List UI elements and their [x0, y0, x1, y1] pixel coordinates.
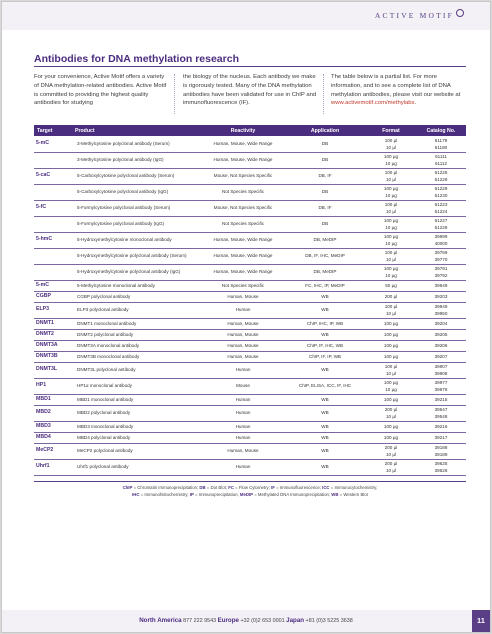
cell-application: WB — [284, 421, 366, 432]
format-value: 10 µg — [385, 241, 397, 246]
legend-abbreviation: ChIP — [122, 485, 133, 490]
cell-target: MeCP2 — [34, 443, 72, 459]
catalog-value: 39649 — [434, 282, 448, 288]
format-value: 100 µg — [383, 396, 399, 402]
cell-format — [366, 394, 416, 405]
catalog-value: 61179 — [434, 137, 448, 143]
cell-reactivity: Human, Mouse, Wide Range — [202, 136, 284, 152]
table-row — [34, 340, 466, 351]
format-value: 100 µg — [383, 217, 399, 223]
column-separator — [323, 74, 324, 114]
format-value: 10 µg — [385, 193, 397, 198]
legend-abbreviation: WB — [331, 492, 339, 497]
catalog-value: 39999 — [434, 233, 448, 239]
format-value: 10 µl — [385, 371, 397, 376]
table-row — [34, 232, 466, 248]
table-row — [34, 302, 466, 318]
cell-catalog — [416, 232, 466, 248]
cell-application: WB — [284, 394, 366, 405]
table-row — [34, 421, 466, 432]
format-value: 10 µg — [385, 273, 397, 278]
cell-target: 5-mC — [34, 136, 72, 152]
cell-application: WB — [284, 329, 366, 340]
cell-reactivity: Mouse — [202, 378, 284, 394]
abbreviation-legend-line-1: ChIP = Chromatin Immunoprecipitation; DB = Dot Blot; FC = Flow Cytometry; IF = Immunofluorescence; ICC = Immunocytochemistry; — [122, 485, 378, 490]
legend-definition: Flow Cytometry; — [238, 485, 270, 490]
cell-application: WB — [284, 443, 366, 459]
format-value: 10 µl — [385, 468, 397, 473]
legend-abbreviation: IP — [189, 492, 194, 497]
format-value: 10 µl — [385, 144, 397, 150]
cell-reactivity: Human, Mouse, Wide Range — [202, 152, 284, 168]
cell-product: MBD2 polyclonal antibody — [72, 405, 202, 421]
cell-reactivity: Human — [202, 432, 284, 443]
cell-product: HP1α monoclonal antibody — [72, 378, 202, 394]
cell-application: WB — [284, 405, 366, 421]
table-row — [34, 378, 466, 394]
column-header-format: Format — [366, 125, 416, 136]
abbreviation-legend-line-2: IHC = Immunohistochemistry; IP = Immunoprecipitation; MeDIP = Methylated DNA Immunoprecipitation; WB = Western Blot — [132, 492, 368, 497]
contact-region: Japan — [286, 617, 305, 624]
cell-catalog — [416, 280, 466, 291]
methylabs-link[interactable]: www.activemotif.com/methylabs — [331, 100, 415, 107]
table-row — [34, 280, 466, 291]
cell-reactivity: Human, Mouse, Wide Range — [202, 248, 284, 264]
format-value: 10 µg — [385, 387, 397, 392]
cell-catalog — [416, 136, 466, 152]
page — [1, 1, 491, 633]
catalog-value: 61111 — [435, 153, 447, 159]
intro-paragraph-2: the biology of the nucleus. Each antibody we make is rigorously tested. Many of the DNA methylation antibodies have been validated for use in ChIP and immunofluorescence (IF). — [183, 74, 317, 107]
catalog-value: 39206 — [434, 342, 448, 348]
catalog-value: 39626 — [434, 468, 448, 473]
cell-format — [366, 459, 416, 475]
cell-reactivity: Human — [202, 362, 284, 378]
legend-abbreviation: DB — [199, 485, 206, 490]
cell-product: DNMT3B monoclonal antibody — [72, 351, 202, 362]
cell-reactivity: Human, Mouse — [202, 329, 284, 340]
column-header-target: Target — [34, 125, 72, 136]
table-row — [34, 200, 466, 216]
contact-phone[interactable]: +32 (0)2 653 0001 — [240, 618, 285, 624]
cell-application: WB — [284, 432, 366, 443]
cell-product: CGBP polyclonal antibody — [72, 291, 202, 302]
format-value: 200 µl — [384, 444, 398, 450]
contact-info — [2, 617, 490, 624]
cell-reactivity: Human — [202, 302, 284, 318]
legend-definition: Immunofluorescence; — [279, 485, 321, 490]
intro-paragraph-1: For your convenience, Active Motif offers a variety of DNA methylation-related antibodies. Active Motif is committed to providing the highest quality antibodies for studying — [34, 74, 167, 107]
legend-divider — [34, 481, 466, 482]
cell-application: WB — [284, 302, 366, 318]
legend-definition: Immunocytochemistry; — [334, 485, 378, 490]
antibody-table — [34, 125, 466, 476]
catalog-value: 61226 — [434, 177, 448, 182]
format-value: 100 µg — [383, 265, 399, 271]
catalog-value: 39769 — [434, 249, 448, 255]
catalog-value: 61112 — [434, 161, 448, 166]
cell-application: DB, IF — [284, 168, 366, 184]
cell-product: 5-Hydroxymethylcytosine polyclonal antibody (Serum) — [72, 248, 202, 264]
cell-format — [366, 168, 416, 184]
cell-catalog — [416, 432, 466, 443]
cell-reactivity: Human — [202, 394, 284, 405]
cell-catalog — [416, 362, 466, 378]
cell-target: DNMT3L — [34, 362, 72, 378]
cell-reactivity: Human, Mouse, Wide Range — [202, 232, 284, 248]
cell-reactivity: Human, Mouse — [202, 351, 284, 362]
legend-definition: Dot Blot; — [210, 485, 227, 490]
cell-product: DNMT1 monoclonal antibody — [72, 318, 202, 329]
format-value: 100 µg — [383, 320, 399, 326]
intro-paragraph-3: The table below is a partial list. For more information, and to see a complete list of DNA methylation antibodies, please visit our website at www.activemotif.com/methylabs. — [331, 74, 461, 107]
catalog-value: 39216 — [434, 423, 448, 429]
cell-target — [34, 152, 72, 168]
cell-product: 5-Formylcytosine polyclonal antibody (Serum) — [72, 200, 202, 216]
cell-application: ChIP, IHC, IP, WB — [284, 318, 366, 329]
catalog-value: 39949 — [434, 303, 448, 309]
cell-target: DNMT1 — [34, 318, 72, 329]
cell-catalog — [416, 168, 466, 184]
cell-reactivity: Human, Mouse, Wide Range — [202, 264, 284, 280]
format-value: 100 µg — [383, 185, 399, 191]
table-row — [34, 394, 466, 405]
cell-catalog — [416, 351, 466, 362]
cell-reactivity: Human, Mouse — [202, 443, 284, 459]
catalog-value: 39548 — [434, 414, 448, 419]
title-divider — [34, 66, 466, 67]
cell-target — [34, 264, 72, 280]
cell-format — [366, 351, 416, 362]
cell-product: MBD1 monoclonal antibody — [72, 394, 202, 405]
catalog-value: 39189 — [434, 452, 448, 457]
cell-catalog — [416, 318, 466, 329]
column-header-catalog: Catalog No. — [416, 125, 466, 136]
cell-product: Uhrf1 polyclonal antibody — [72, 459, 202, 475]
catalog-value: 39791 — [434, 265, 448, 271]
cell-reactivity: Mouse, Not Species Specific — [202, 200, 284, 216]
format-value: 10 µl — [385, 177, 397, 182]
catalog-value: 61227 — [434, 217, 448, 223]
contact-region: North America — [139, 617, 182, 624]
cell-reactivity: Human — [202, 405, 284, 421]
contact-phone[interactable]: 877 222 9543 — [183, 618, 217, 624]
format-value: 100 µl — [384, 303, 398, 309]
cell-application: WB — [284, 459, 366, 475]
cell-application: DB, MeDIP — [284, 232, 366, 248]
cell-application: DB, IF, IHC, MeDIP — [284, 248, 366, 264]
cell-target — [34, 248, 72, 264]
cell-reactivity: Not Species Specific — [202, 280, 284, 291]
format-value: 100 µl — [384, 201, 398, 207]
legend-abbreviation: FC — [228, 485, 234, 490]
catalog-value: 61224 — [434, 209, 448, 214]
format-value: 100 µg — [383, 353, 399, 359]
cell-target: 5-fC — [34, 200, 72, 216]
footer-bar — [2, 610, 490, 632]
cell-product: 5-Carboxylcytosine polyclonal antibody (IgG) — [72, 184, 202, 200]
cell-catalog — [416, 329, 466, 340]
cell-reactivity: Human, Mouse — [202, 340, 284, 351]
cell-format — [366, 184, 416, 200]
cell-application: FC, IHC, IP, MeDIP — [284, 280, 366, 291]
format-value: 10 µl — [385, 452, 397, 457]
cell-application: DB — [284, 152, 366, 168]
cell-catalog — [416, 184, 466, 200]
cell-target: Uhrf1 — [34, 459, 72, 475]
legend-abbreviation: MeDIP — [239, 492, 254, 497]
cell-product: 5-Hydroxymethylcytosine monoclonal antibody — [72, 232, 202, 248]
cell-catalog — [416, 200, 466, 216]
format-value: 10 µl — [385, 209, 397, 214]
table-row — [34, 432, 466, 443]
cell-format — [366, 280, 416, 291]
cell-catalog — [416, 248, 466, 264]
table-row — [34, 318, 466, 329]
cell-product: DNMT3A monoclonal antibody — [72, 340, 202, 351]
catalog-value: 40000 — [434, 241, 448, 246]
catalog-value: 61229 — [434, 185, 448, 191]
cell-product: 5-Carboxylcytosine polyclonal antibody (Serum) — [72, 168, 202, 184]
format-value: 100 µl — [384, 137, 398, 143]
cell-target — [34, 184, 72, 200]
table-row — [34, 248, 466, 264]
cell-format — [366, 216, 416, 232]
table-header-row — [34, 125, 466, 136]
format-value: 100 µg — [383, 434, 399, 440]
format-value: 100 µg — [383, 342, 399, 348]
cell-format — [366, 318, 416, 329]
contact-phone[interactable]: +81 (0)3 5225 3638 — [305, 618, 353, 624]
cell-format — [366, 200, 416, 216]
cell-reactivity: Human, Mouse — [202, 318, 284, 329]
cell-target: 5-hmC — [34, 232, 72, 248]
cell-reactivity: Human — [202, 459, 284, 475]
format-value: 200 µl — [384, 406, 398, 412]
cell-format — [366, 443, 416, 459]
format-value: 10 µl — [385, 414, 397, 419]
cell-target: ELP3 — [34, 302, 72, 318]
cell-format — [366, 329, 416, 340]
table-row — [34, 443, 466, 459]
cell-format — [366, 232, 416, 248]
cell-product: MBD3 monoclonal antibody — [72, 421, 202, 432]
cell-format — [366, 405, 416, 421]
format-value: 200 µl — [384, 293, 398, 299]
cell-target: MBD1 — [34, 394, 72, 405]
cell-format — [366, 152, 416, 168]
format-value: 50 µg — [385, 282, 397, 288]
catalog-value: 39625 — [434, 460, 448, 466]
catalog-value: 39978 — [434, 387, 448, 392]
cell-format — [366, 362, 416, 378]
legend-definition: Chromatin Immunoprecipitation; — [137, 485, 199, 490]
table-row — [34, 264, 466, 280]
column-header-reactivity: Reactivity — [202, 125, 284, 136]
cell-catalog — [416, 443, 466, 459]
cell-target: 5-caC — [34, 168, 72, 184]
table-row — [34, 405, 466, 421]
cell-target: 5-mC — [34, 280, 72, 291]
cell-format — [366, 378, 416, 394]
cell-target: MBD3 — [34, 421, 72, 432]
cell-target: MBD2 — [34, 405, 72, 421]
catalog-value: 61225 — [434, 169, 448, 175]
page-title: Antibodies for DNA methylation research — [34, 53, 239, 65]
table-row — [34, 168, 466, 184]
catalog-value: 39215 — [434, 396, 448, 402]
table-row — [34, 136, 466, 152]
cell-application: ChIP, IF, IHC, WB — [284, 340, 366, 351]
column-separator — [174, 74, 175, 114]
cell-target: CGBP — [34, 291, 72, 302]
cell-product: DNMT3L polyclonal antibody — [72, 362, 202, 378]
cell-format — [366, 136, 416, 152]
format-value: 100 µg — [383, 331, 399, 337]
cell-target — [34, 216, 72, 232]
catalog-value: 61228 — [434, 225, 448, 230]
cell-target: MBD4 — [34, 432, 72, 443]
catalog-value: 39977 — [434, 379, 448, 385]
cell-reactivity: Not Species Specific — [202, 184, 284, 200]
format-value: 100 µg — [383, 379, 399, 385]
cell-target: HP1 — [34, 378, 72, 394]
format-value: 10 µl — [385, 257, 397, 262]
catalog-value: 61223 — [434, 201, 448, 207]
cell-catalog — [416, 394, 466, 405]
cell-catalog — [416, 421, 466, 432]
cell-application: ChIP, IF, IP, WB — [284, 351, 366, 362]
cell-application: DB, MeDIP — [284, 264, 366, 280]
cell-target: DNMT3B — [34, 351, 72, 362]
cell-format — [366, 340, 416, 351]
catalog-value: 39217 — [434, 434, 448, 440]
table-row — [34, 216, 466, 232]
cell-catalog — [416, 378, 466, 394]
catalog-value: 61230 — [434, 193, 448, 198]
cell-format — [366, 421, 416, 432]
cell-format — [366, 264, 416, 280]
catalog-value: 39207 — [434, 353, 448, 359]
cell-application: DB — [284, 136, 366, 152]
cell-product: 5-Formylcytosine polyclonal antibody (IgG) — [72, 216, 202, 232]
catalog-value: 39792 — [434, 273, 448, 278]
table-row — [34, 362, 466, 378]
cell-product: MBD4 polyclonal antibody — [72, 432, 202, 443]
table-row — [34, 152, 466, 168]
cell-format — [366, 291, 416, 302]
cell-format — [366, 432, 416, 443]
cell-catalog — [416, 340, 466, 351]
contact-region: Europe — [217, 617, 239, 624]
cell-catalog — [416, 459, 466, 475]
catalog-value: 39770 — [434, 257, 448, 262]
cell-application: DB — [284, 216, 366, 232]
cell-product: DNMT2 polyclonal antibody — [72, 329, 202, 340]
column-header-product: Product — [72, 125, 202, 136]
catalog-value: 61180 — [434, 144, 448, 150]
cell-application: DB — [284, 184, 366, 200]
format-value: 10 µg — [385, 225, 397, 230]
cell-catalog — [416, 264, 466, 280]
legend-definition: Methylated DNA Immunoprecipitation; — [257, 492, 331, 497]
cell-application: WB — [284, 362, 366, 378]
cell-reactivity: Not Species Specific — [202, 216, 284, 232]
cell-reactivity: Human — [202, 421, 284, 432]
cell-reactivity: Mouse, Not Species Specific — [202, 168, 284, 184]
cell-application: DB, IF — [284, 200, 366, 216]
cell-format — [366, 248, 416, 264]
cell-product: MeCP2 polyclonal antibody — [72, 443, 202, 459]
column-header-application: Application — [284, 125, 366, 136]
catalog-value: 39908 — [434, 371, 448, 376]
cell-product: ELP3 polyclonal antibody — [72, 302, 202, 318]
table-row — [34, 351, 466, 362]
legend-abbreviation: IHC — [132, 492, 140, 497]
cell-catalog — [416, 216, 466, 232]
format-value: 100 µl — [384, 169, 398, 175]
cell-catalog — [416, 302, 466, 318]
table-row — [34, 291, 466, 302]
logo-icon — [456, 9, 464, 17]
table-row — [34, 329, 466, 340]
cell-catalog — [416, 405, 466, 421]
format-value: 100 µl — [384, 363, 398, 369]
format-value: 200 µl — [384, 460, 398, 466]
cell-target: DNMT3A — [34, 340, 72, 351]
catalog-value: 39950 — [434, 311, 448, 316]
legend-definition: Immunohistochemistry; — [144, 492, 189, 497]
table-row — [34, 459, 466, 475]
cell-application: ChIP, ELISA, ICC, IF, IHC — [284, 378, 366, 394]
catalog-value: 39547 — [434, 406, 448, 412]
cell-catalog — [416, 291, 466, 302]
catalog-value: 39203 — [434, 293, 448, 299]
catalog-value: 39205 — [434, 331, 448, 337]
legend-abbreviation: ICC — [322, 485, 330, 490]
legend-abbreviation: IF — [271, 485, 275, 490]
cell-product: 3-Methylcytosine polyclonal antibody (IgG) — [72, 152, 202, 168]
format-value: 100 µg — [383, 423, 399, 429]
cell-product: 5-Hydroxymethylcytosine polyclonal antibody (IgG) — [72, 264, 202, 280]
page-number: 11 — [472, 610, 490, 632]
catalog-value: 39204 — [434, 320, 448, 326]
catalog-value: 39907 — [434, 363, 448, 369]
legend-definition: Western Blot — [343, 492, 368, 497]
format-value: 100 µg — [383, 233, 399, 239]
catalog-value: 39188 — [434, 444, 448, 450]
header-bar — [2, 2, 490, 30]
cell-product: 3-Methylcytosine polyclonal antibody (Serum) — [72, 136, 202, 152]
legend-definition: Immunoprecipitation; — [198, 492, 239, 497]
cell-format — [366, 302, 416, 318]
cell-reactivity: Human, Mouse — [202, 291, 284, 302]
table-row — [34, 184, 466, 200]
cell-target: DNMT2 — [34, 329, 72, 340]
brand-logo: ACTIVE MOTIF — [374, 11, 454, 20]
cell-product: 5-Methylcytosine monoclonal antibody — [72, 280, 202, 291]
format-value: 100 µg — [383, 153, 399, 159]
cell-catalog — [416, 152, 466, 168]
format-value: 100 µl — [384, 249, 398, 255]
format-value: 10 µl — [385, 311, 397, 316]
format-value: 10 µg — [385, 161, 397, 166]
cell-application: WB — [284, 291, 366, 302]
